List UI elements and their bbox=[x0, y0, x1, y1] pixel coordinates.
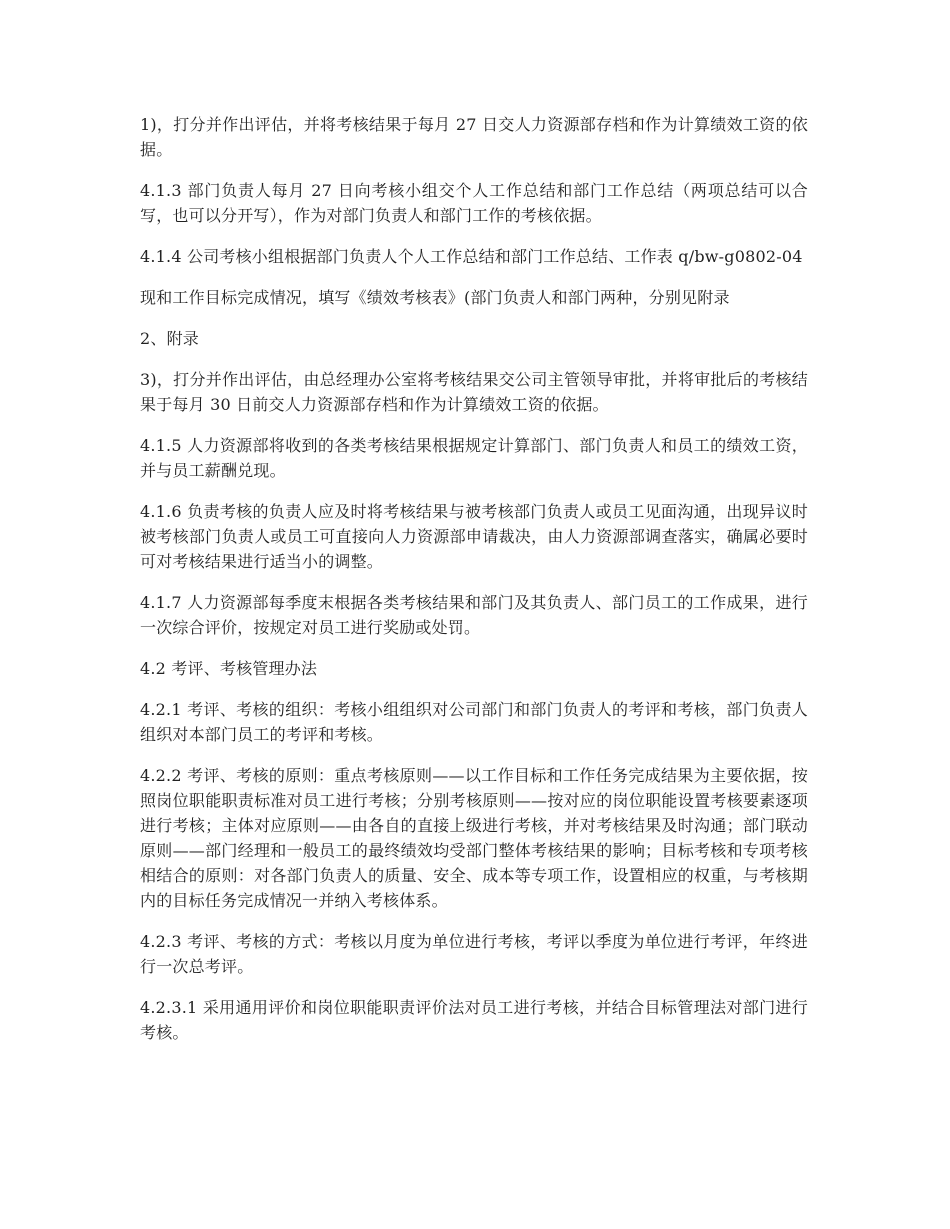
section-heading-4-2: 4.2 考评、考核管理办法 bbox=[140, 659, 318, 678]
paragraph-4-2-3: 4.2.3 考评、考核的方式：考核以月度为单位进行考核，考评以季度为单位进行考评，年终进行一次总考评。 bbox=[140, 932, 808, 976]
paragraph-4-1-7: 4.1.7 人力资源部每季度末根据各类考核结果和部门及其负责人、部门员工的工作成果，进行一次综合评价，按规定对员工进行奖励或处罚。 bbox=[140, 593, 808, 637]
paragraph-4-2-1: 4.2.1 考评、考核的组织：考核小组组织对公司部门和部门负责人的考评和考核，部门负责人组织对本部门员工的考评和考核。 bbox=[140, 700, 808, 744]
paragraph-3: 3)，打分并作出评估，由总经理办公室将考核结果交公司主管领导审批，并将审批后的考核结果于每月 30 日前交人力资源部存档和作为计算绩效工资的依据。 bbox=[140, 370, 808, 414]
paragraph-1: 1)，打分并作出评估，并将考核结果于每月 27 日交人力资源部存档和作为计算绩效工资的依据。 bbox=[140, 115, 808, 159]
paragraph-4-1-3: 4.1.3 部门负责人每月 27 日向考核小组交个人工作总结和部门工作总结（两项总结可以合写，也可以分开写），作为对部门负责人和部门工作的考核依据。 bbox=[140, 181, 808, 225]
paragraph-4-2-2: 4.2.2 考评、考核的原则：重点考核原则——以工作目标和工作任务完成结果为主要依据，按照岗位职能职责标准对员工进行考核；分别考核原则——按对应的岗位职能设置考核要素逐项进行考核；主体对应原则——由各自的直接上级进行考核，并对考核结果及时沟通；部门联动原则——部门经理和一般员工的最终绩效均受部门整体考核结果的影响；目标考核和专项考核相结合的原则：对各部门负责人的质量、安全、成本等专项工作，设置相应的权重，与考核期内的目标任务完成情况一并纳入考核体系。 bbox=[140, 766, 808, 910]
paragraph-appendix-2: 2、附录 bbox=[140, 329, 199, 348]
paragraph-4-1-6: 4.1.6 负责考核的负责人应及时将考核结果与被考核部门负责人或员工见面沟通，出现异议时被考核部门负责人或员工可直接向人力资源部申请裁决，由人力资源部调查落实，确属必要时可对考核结果进行适当小的调整。 bbox=[140, 502, 808, 571]
paragraph-4-1-5: 4.1.5 人力资源部将收到的各类考核结果根据规定计算部门、部门负责人和员工的绩效工资，并与员工薪酬兑现。 bbox=[140, 436, 808, 480]
document-page bbox=[140, 112, 808, 1061]
paragraph-4-1-4: 4.1.4 公司考核小组根据部门负责人个人工作总结和部门工作总结、工作表 q/bw-g0802-04 bbox=[140, 247, 803, 266]
paragraph-4-1-4-cont: 现和工作目标完成情况，填写《绩效考核表》(部门负责人和部门两种，分别见附录 bbox=[140, 288, 730, 307]
paragraph-4-2-3-1: 4.2.3.1 采用通用评价和岗位职能职责评价法对员工进行考核，并结合目标管理法对部门进行考核。 bbox=[140, 998, 808, 1042]
